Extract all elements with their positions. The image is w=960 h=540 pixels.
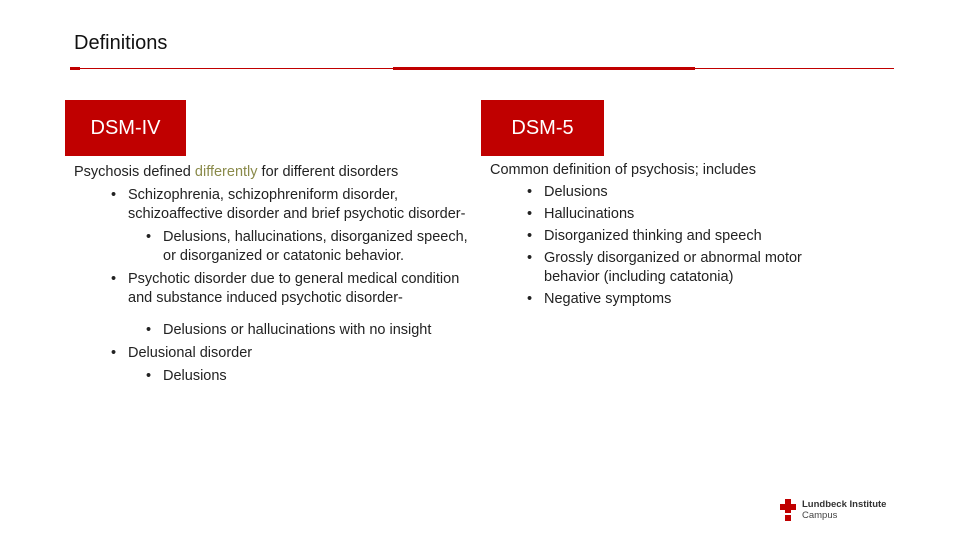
dsm-5-column — [490, 161, 850, 312]
list-item: • Delusions, hallucinations, disorganized speech, or disorganized or catatonic behavior. — [163, 228, 474, 266]
dsm-iv-column — [74, 163, 474, 386]
lundbeck-cross-icon — [780, 499, 796, 521]
list-item: • Grossly disorganized or abnormal motor behavior (including catatonia) — [544, 249, 850, 287]
dsm-iv-sublist-1 — [74, 228, 474, 266]
dsm-5-header: DSM-5 — [481, 100, 604, 156]
dsm-5-list — [490, 183, 850, 309]
dsm-iv-list-2 — [74, 270, 474, 308]
logo-line-2: Campus — [802, 510, 838, 521]
slide-title: Definitions — [74, 32, 168, 54]
list-item: • Delusions or hallucinations with no insight — [163, 321, 474, 340]
title-underline-accent-left — [70, 67, 80, 70]
highlight-word: differently — [194, 164, 258, 180]
list-item: • Disorganized thinking and speech — [544, 227, 850, 246]
dsm-iv-list-3 — [74, 344, 474, 363]
dsm-5-intro: Common definition of psychosis; includes — [490, 162, 756, 178]
list-item: • Hallucinations — [544, 205, 850, 224]
list-item: • Delusional disorder — [128, 344, 474, 363]
dsm-iv-header: DSM-IV — [65, 100, 186, 156]
lundbeck-logo — [780, 498, 886, 522]
list-item: • Delusions — [163, 367, 474, 386]
dsm-iv-sublist-3 — [74, 367, 474, 386]
title-underline-accent — [393, 67, 695, 70]
list-item: • Psychotic disorder due to general medical condition and substance induced psychotic disorder- — [128, 270, 474, 308]
logo-line-1: Lundbeck Institute — [802, 499, 887, 510]
list-item: • Delusions — [544, 183, 850, 202]
list-item: • Negative symptoms — [544, 290, 850, 309]
dsm-iv-sublist-2 — [74, 321, 474, 340]
list-item: • Schizophrenia, schizophreniform disorder, schizoaffective disorder and brief psychotic disorder- — [128, 186, 474, 224]
dsm-iv-intro: Psychosis defined differently for different disorders — [74, 164, 399, 180]
dsm-iv-list-1 — [74, 186, 474, 224]
